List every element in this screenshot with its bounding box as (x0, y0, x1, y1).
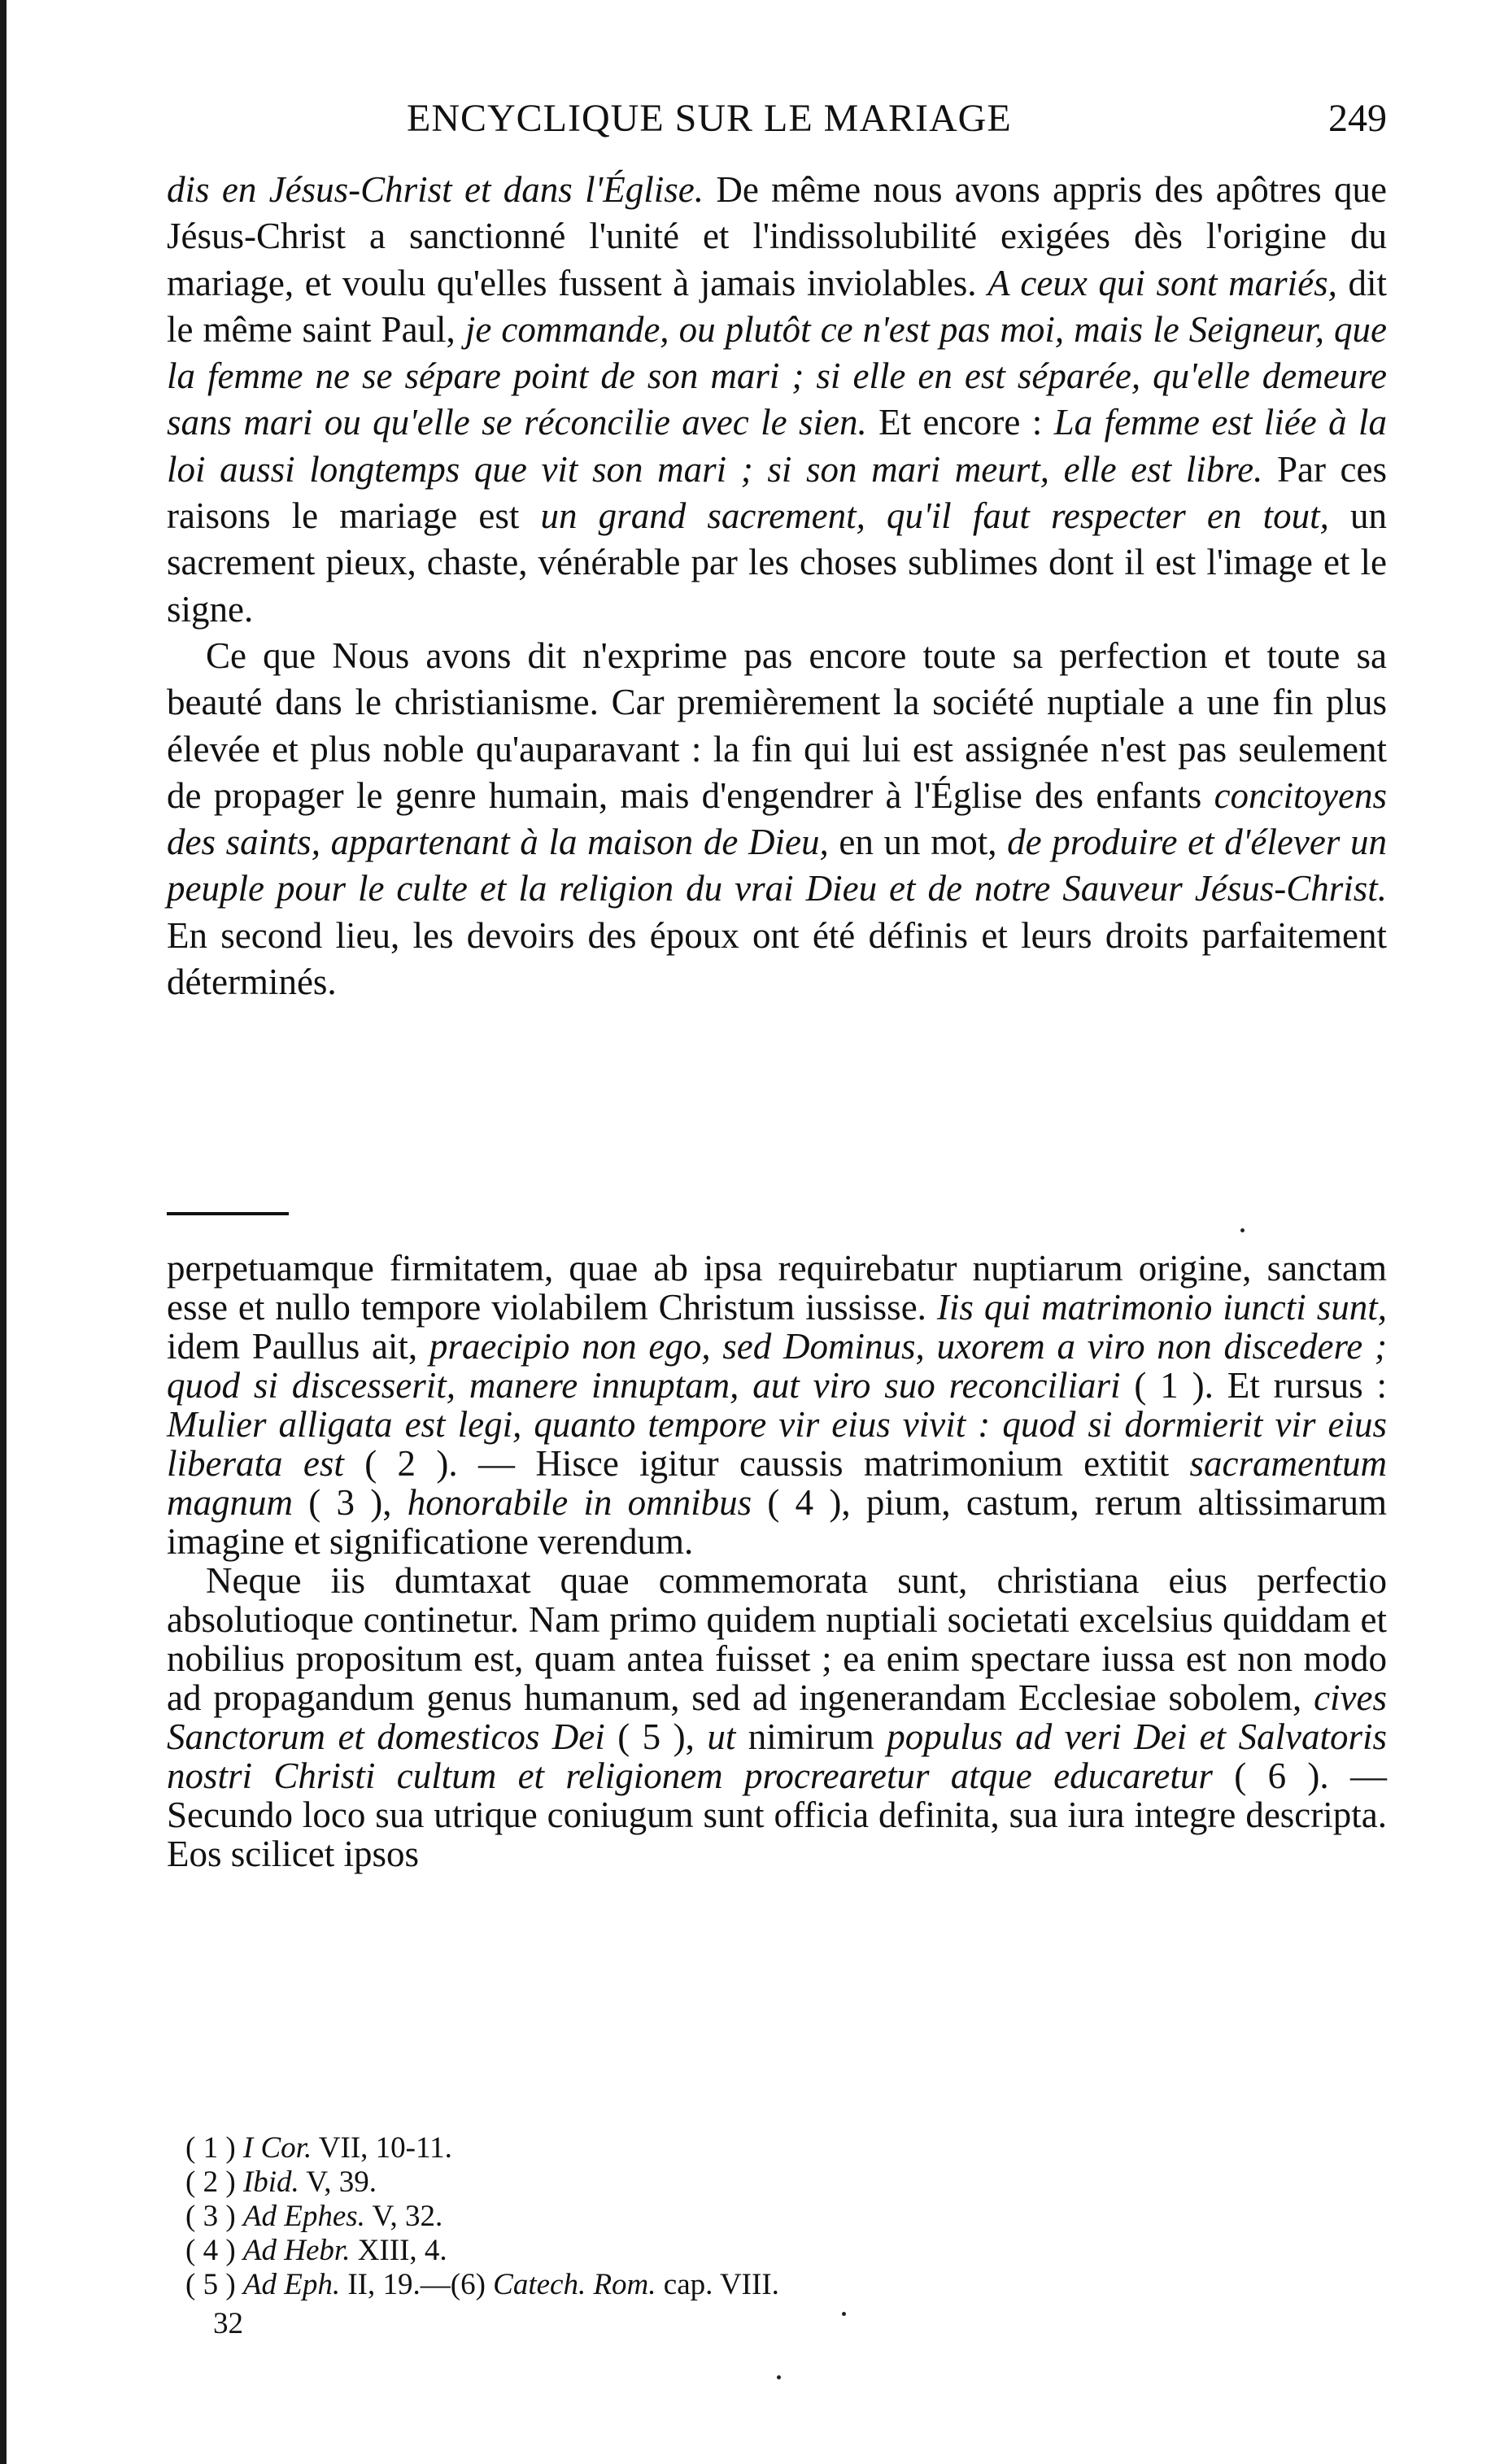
page-number: 249 (1328, 97, 1387, 140)
latin-paragraph-1 (167, 1249, 1387, 1561)
text-run: ( 5 ) (185, 2268, 243, 2301)
text-run: De même nous avons appris des apôtres que Jésus-Christ a sanctionné l'unité et l'indissolubilité exigées dès l'origine du mariage, et voulu qu'elles fussent à jamais inviolables. (167, 169, 1387, 303)
text-run: ( 3 ) (185, 2200, 243, 2233)
footnote-5 (185, 2268, 1162, 2302)
text-run: ( 1 ). Et rursus : (1120, 1365, 1387, 1406)
italic-text-run: Ad Hebr. (242, 2234, 351, 2267)
text-run: Neque iis dumtaxat quae commemorata sunt, christiana eius perfectio absolutioque continetur. Nam primo quidem nuptiali societati excelsius quiddam et nobilius propositum est, quam antea fuisset ; ea enim spectare iussa est non modo ad propagandum genus humanum, sed ad ingenerandam Ecclesiae sobolem, (167, 1560, 1387, 1718)
text-run: Ce que Nous avons dit n'exprime pas encore toute sa perfection et toute sa beauté dans le christianisme. Car premièrement la société nuptiale a une fin plus élevée et plus noble qu'auparavant : la fin qui lui est assignée n'est pas seulement de propager le genre humain, mais d'engendrer à l'Église des enfants (167, 635, 1387, 816)
italic-text-run: Mulier alligata est legi, quanto tempore vir eius vivit : quod si dormierit vir eius liberata est (167, 1404, 1387, 1484)
french-text (167, 167, 1387, 1005)
italic-text-run: je commande, ou plutôt ce n'est pas moi, mais le Seigneur, que la femme ne se sépare point de son mari ; si elle en est séparée, qu'elle demeure sans mari ou qu'elle se réconcilie avec le sien. (167, 308, 1387, 443)
italic-text-run: Ad Eph. (242, 2268, 341, 2301)
text-run: II, 19.—(6) (340, 2268, 494, 2301)
italic-text-run: La femme est liée à la loi aussi longtemps que vit son mari ; si son mari meurt, elle est libre. (167, 402, 1387, 490)
italic-text-run: de produire et d'élever un peuple pour le culte et la religion du vrai Dieu et de notre Sauveur Jésus-Christ. (167, 822, 1388, 909)
italic-text-run: concitoyens des saints, appartenant à la maison de Dieu, (167, 774, 1387, 863)
footnote-1 (185, 2131, 1162, 2165)
italic-text-run: Iis qui matrimonio iuncti sunt, (936, 1287, 1387, 1328)
text-run: un sacrement pieux, chaste, vénérable par les choses sublimes dont il est l'image et le signe. (167, 495, 1387, 630)
italic-text-run: Ad Ephes. (242, 2200, 365, 2233)
page-header (167, 96, 1387, 153)
text-run: ( 5 ), (604, 1716, 708, 1757)
text-run: Et encore : (866, 402, 1054, 443)
text-run: ( 2 ) (185, 2165, 243, 2199)
italic-text-run: I Cor. (242, 2131, 312, 2165)
italic-text-run: dis en Jésus-Christ et dans l'Église. (167, 169, 704, 210)
latin-text (167, 1249, 1387, 1873)
text-run: ( 4 ) (185, 2234, 243, 2267)
italic-text-run: sacramentum magnum (167, 1443, 1387, 1523)
text-run: V, 39. (299, 2165, 377, 2199)
italic-text-run: praecipio non ego, sed Dominus, uxorem a viro non discedere ; quod si discesserit, manere innuptam, aut viro suo reconciliari (167, 1326, 1387, 1406)
italic-text-run: populus ad veri Dei et Salvatoris nostri Christi cultum et religionem procrearetur atque educaretur (167, 1716, 1387, 1796)
italic-text-run: Ibid. (242, 2165, 299, 2199)
french-paragraph-1 (167, 167, 1387, 633)
italic-text-run: cives Sanctorum et domesticos Dei (167, 1677, 1387, 1757)
text-run: ( 1 ) (185, 2131, 243, 2165)
binding-edge (0, 0, 7, 2464)
text-run: Par ces raisons le mariage est (167, 448, 1387, 537)
text-run: ( 2 ). — Hisce igitur caussis matrimonium extitit (343, 1443, 1190, 1484)
latin-paragraph-2 (167, 1561, 1387, 1873)
italic-text-run: Catech. Rom. (493, 2268, 656, 2301)
text-run: ( 4 ), pium, castum, rerum altissimarum imagine et significatione verendum. (167, 1482, 1387, 1562)
text-run: En second lieu, les devoirs des époux ont été définis et leurs droits parfaitement déterminés. (167, 914, 1387, 1003)
text-run: ( 6 ). — Secundo loco sua utrique coniugum sunt officia definita, sua iura integre descripta. Eos scilicet ipsos (167, 1755, 1387, 1874)
print-speck (777, 2375, 781, 2379)
running-title: ENCYCLIQUE SUR LE MARIAGE (407, 97, 1012, 140)
italic-text-run: A ceux qui sont mariés, (987, 262, 1337, 303)
signature-mark: 32 (213, 2307, 243, 2340)
footnote-2 (185, 2165, 1162, 2200)
print-speck (1240, 1228, 1245, 1232)
text-run: V, 32. (364, 2200, 443, 2233)
separator-rule (167, 1212, 289, 1215)
text-run: idem Paullus ait, (167, 1326, 429, 1367)
italic-text-run: ut (707, 1716, 736, 1757)
footnotes (185, 2131, 1162, 2302)
italic-text-run: un grand sacrement, qu'il faut respecter en tout, (540, 495, 1329, 537)
text-run: XIII, 4. (350, 2234, 447, 2267)
italic-text-run: honorabile in omnibus (407, 1482, 752, 1523)
french-paragraph-2 (167, 633, 1387, 1005)
text-run: VII, 10-11. (312, 2131, 452, 2165)
text-run: perpetuamque firmitatem, quae ab ipsa requirebatur nuptiarum origine, sanctam esse et nullo tempore violabilem Christum iussisse. (167, 1248, 1387, 1328)
text-run: ( 3 ), (293, 1482, 408, 1523)
footnote-3 (185, 2200, 1162, 2234)
text-run: en un mot, (828, 822, 1008, 863)
print-speck (842, 2312, 846, 2316)
text-run: dit le même saint Paul, (167, 262, 1387, 350)
footnote-4 (185, 2234, 1162, 2268)
text-run: nimirum (735, 1716, 887, 1757)
text-run: cap. VIII. (656, 2268, 779, 2301)
